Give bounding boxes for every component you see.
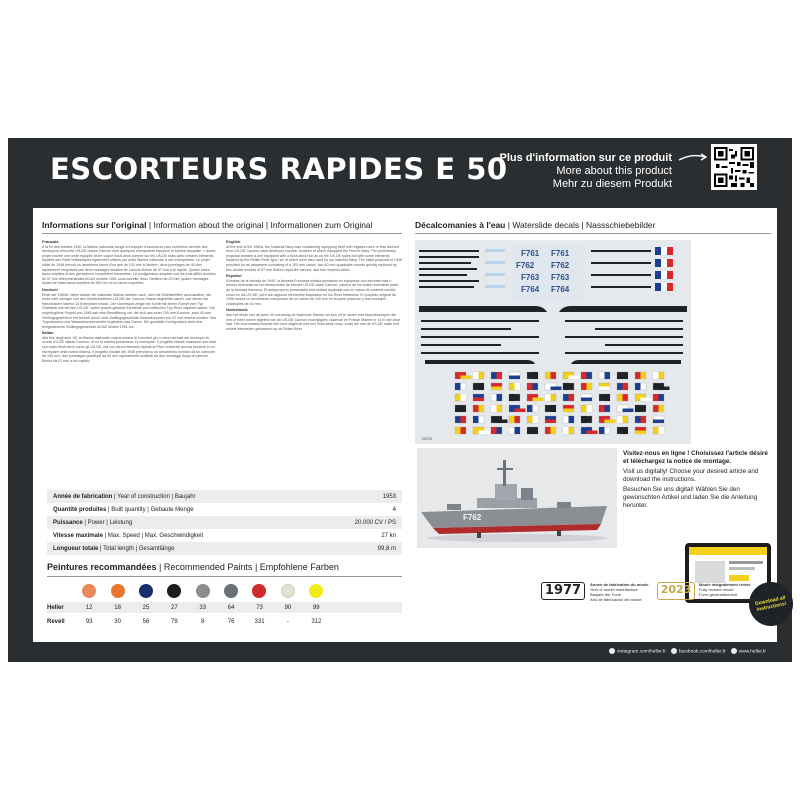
signal-flag xyxy=(653,427,664,434)
signal-flag xyxy=(509,394,520,401)
signal-flag xyxy=(599,372,610,379)
signal-flag xyxy=(455,394,466,401)
signal-flag xyxy=(653,372,664,379)
decal-number: F762 xyxy=(551,261,570,270)
signal-flag xyxy=(473,427,490,434)
signal-flag xyxy=(581,383,592,390)
signal-flag xyxy=(455,372,472,379)
signal-flag xyxy=(599,405,610,412)
paint-swatch xyxy=(281,584,295,598)
more-info-de: Mehr zu diesem Produkt xyxy=(552,178,672,190)
decal-number: F762 xyxy=(516,261,535,270)
signal-flag xyxy=(509,383,520,390)
signal-flag xyxy=(473,394,484,401)
signal-flag xyxy=(581,372,592,379)
visit-fr: Visitez-nous en ligne ! Choisissez l'article désiré et téléchargez la notice de montage. xyxy=(623,450,768,465)
decal-number: F764 xyxy=(521,285,540,294)
more-info-en: More about this product xyxy=(556,165,672,177)
signal-flag xyxy=(563,427,574,434)
decal-number: F763 xyxy=(551,273,570,282)
signal-flag xyxy=(473,405,484,412)
visit-online xyxy=(623,450,773,510)
signal-flag xyxy=(491,405,502,412)
signal-flag xyxy=(509,405,526,412)
signal-flag xyxy=(563,416,574,423)
decal-number: F761 xyxy=(521,249,540,258)
paints-heading: Peintures recommandées | Recommended Paints | Empfohlene Farben xyxy=(47,562,339,572)
signal-flag xyxy=(653,383,670,390)
revell-label: Revell xyxy=(47,618,65,625)
more-info-fr: Plus d'information sur ce produit xyxy=(499,152,672,164)
spec-label: Longueur totale | Total length | Gesamtlänge xyxy=(53,545,175,552)
lang-heading: English xyxy=(226,240,241,244)
hull-number: F762 xyxy=(463,513,482,522)
spec-value: 99,8 m xyxy=(377,545,396,552)
signal-flag xyxy=(527,372,538,379)
text-column-right: English At the end of the 1940s, the National Navy was considering equipping itself with frigates more or less derived from US-DE Cannon class destroyer escorts, fourteen of which equipped the French Navy. The preliminary proposal showed a unit equipped with a flush-deck hull as on the US-DE types but with some elements inspired by the British River type, six of which were also used by our national Navy. The initial proposal of 1948 provided for an armament consisting of a 100 mm canon, two 40 mm quadruple mounts quickly replaced by two double mounts of 57 mm Bofors rapid-fire canons, and four torpedo tubes. Español A finales de la década de 1940, la Armada Francesa estaba pensando en equiparse con escoltas más o menos derivadas de los destructores de escolta US-DE clase Cannon, catorce de los cuales formaban parte de la Armada francesa. El anteproyecto presentaba una unidad equipada con un casco de cubierta corrida como en los US-DE, pero con algunos elementos inspirados en los River británicos. El proyecto original de 1948 incluía un armamento compuesto de un cañón de 100 mm en la parte posterior y dos montajes cuádruples de 40 mm. Nederlands Aan het einde van de jaren 40 overwoog de Nationale Marine om zich uit te rusten met escorteschepen die min of meer waren afgeleid van de US-DE Cannon escortjagers, waarvan de Franse Marine er 14 in zijn vloot had. Het voorontwerp toonde een boot uitgerust met een flush-deck romp, zoals die van de US-DE maar met enkele elementen gebaseerd op de Britse River. xyxy=(226,240,402,331)
signal-flag xyxy=(473,383,484,390)
spec-label: Année de fabrication | Year of construction | Baujahr xyxy=(53,493,196,500)
heller-number: 12 xyxy=(85,604,93,611)
signal-flag xyxy=(563,372,580,379)
heller-number: 90 xyxy=(284,604,292,611)
revell-number: 30 xyxy=(114,618,121,625)
visit-en: Visit us digitally! Choose your desired article and download the instructions. xyxy=(623,468,759,483)
spec-value: 1953 xyxy=(382,493,396,500)
signal-flag xyxy=(599,394,610,401)
revised-year-labels: Moule intégralement révisé Fully revised mould Form generalüberholt Molde completamente revisado xyxy=(699,582,755,602)
signal-flag xyxy=(635,372,646,379)
spec-value: 20.000 CV / PS xyxy=(354,519,396,526)
paint-swatch xyxy=(82,584,96,598)
signal-flag xyxy=(617,383,628,390)
heller-number: 27 xyxy=(171,604,178,611)
download-badge[interactable]: Download all instructions! xyxy=(745,578,797,630)
signal-flag xyxy=(473,372,484,379)
heller-label: Heller xyxy=(47,604,64,611)
revell-number: 331 xyxy=(254,618,265,625)
instruction-sheet xyxy=(8,138,792,662)
paint-swatch xyxy=(167,584,181,598)
heller-number: 18 xyxy=(114,604,121,611)
signal-flag xyxy=(491,383,502,390)
divider xyxy=(42,233,402,234)
spec-value: 4 xyxy=(392,506,396,513)
signal-flag xyxy=(527,416,538,423)
page-title: ESCORTEURS RAPIDES E 50 xyxy=(50,152,508,186)
heller-row xyxy=(47,602,402,613)
revell-number: 93 xyxy=(85,618,93,625)
signal-flag xyxy=(455,405,466,412)
signal-flag xyxy=(545,405,556,412)
decal-sheet xyxy=(415,240,691,444)
signal-flag xyxy=(455,427,466,434)
revised-year-badge: 2023 xyxy=(657,582,695,600)
website-link[interactable]: www.heller.fr xyxy=(731,648,766,654)
signal-flag xyxy=(455,416,466,423)
revell-number: 8 xyxy=(201,618,205,625)
revell-number: 56 xyxy=(142,618,150,625)
signal-flag xyxy=(599,383,610,390)
qr-code-icon xyxy=(714,147,754,187)
arrow-right-icon xyxy=(678,152,708,164)
swatch-row xyxy=(47,580,402,602)
spec-label: Vitesse maximale | Max. Speed | Max. Geschwindigkeit xyxy=(53,532,204,539)
spec-row xyxy=(47,542,402,555)
heller-number: 64 xyxy=(227,604,235,611)
signal-flag xyxy=(581,405,592,412)
signal-flag xyxy=(455,383,466,390)
signal-flag xyxy=(509,427,520,434)
spec-value: 27 kn xyxy=(381,532,396,539)
paint-swatch xyxy=(309,584,323,598)
revell-number: 79 xyxy=(171,618,178,625)
spec-label: Quantité produites | Built quantity | Gebaute Menge xyxy=(53,506,194,513)
mould-year-badge: 1977 xyxy=(541,582,585,600)
ship-model-image xyxy=(417,448,617,548)
signal-flag xyxy=(617,416,628,423)
revell-number: 312 xyxy=(311,618,322,625)
paint-swatch xyxy=(111,584,125,598)
revell-number: - xyxy=(286,618,289,625)
signal-flag xyxy=(653,405,664,412)
signal-flag xyxy=(599,427,610,434)
signal-flag xyxy=(545,427,556,434)
info-heading: Informations sur l'original | Information about the original | Informationen zum Original xyxy=(42,220,373,230)
signal-flag xyxy=(581,427,598,434)
paint-swatch xyxy=(139,584,153,598)
paint-swatches xyxy=(47,580,402,627)
signal-flag xyxy=(527,394,544,401)
signal-flag xyxy=(617,427,628,434)
signal-flag xyxy=(599,416,616,423)
paint-swatch xyxy=(196,584,210,598)
revell-row xyxy=(47,616,402,627)
signal-flag xyxy=(527,427,538,434)
signal-flag xyxy=(563,383,574,390)
signal-flag xyxy=(545,372,556,379)
signal-flag xyxy=(491,416,508,423)
signal-flag xyxy=(635,383,646,390)
lang-heading: Nederlands xyxy=(226,307,248,313)
decal-number: F764 xyxy=(551,285,570,294)
visit-de: Besuchen Sie uns digital! Wählen Sie den gewünschten Artikel und laden Sie die Anleitung herunter. xyxy=(623,486,758,509)
decal-number: F761 xyxy=(551,249,570,258)
qr-code[interactable] xyxy=(711,144,757,190)
paint-swatch xyxy=(224,584,238,598)
lang-heading: Español xyxy=(226,273,242,279)
signal-flag xyxy=(491,394,502,401)
signal-flag xyxy=(581,394,592,401)
instagram-icon xyxy=(609,648,615,654)
signal-flag xyxy=(491,372,502,379)
signal-flag xyxy=(545,394,556,401)
signal-flag xyxy=(653,416,664,423)
facebook-link[interactable]: facebook.com/heller.fr xyxy=(671,648,726,654)
spec-row xyxy=(47,503,402,516)
divider xyxy=(47,576,402,577)
sheet-code: 78233 xyxy=(421,436,433,441)
lang-heading: Deutsch xyxy=(42,286,58,292)
social-links xyxy=(609,648,766,654)
signal-flag xyxy=(563,405,574,412)
decal-artwork xyxy=(415,240,691,444)
content-panel xyxy=(33,208,788,642)
signal-flag xyxy=(635,394,652,401)
decal-number: F763 xyxy=(521,273,540,282)
heller-number: 33 xyxy=(199,604,207,611)
decals-heading: Décalcomanies à l'eau | Waterslide decals | Nassschiebebilder xyxy=(415,220,656,230)
signal-flag xyxy=(509,372,520,379)
signal-flag xyxy=(617,372,628,379)
signal-flag xyxy=(545,383,562,390)
lang-heading: Italian xyxy=(42,330,54,336)
signal-flag xyxy=(527,405,538,412)
divider xyxy=(415,233,771,234)
ship-photo xyxy=(417,448,617,548)
signal-flag xyxy=(527,383,538,390)
footer xyxy=(8,644,792,662)
signal-flag xyxy=(545,416,556,423)
signal-flag xyxy=(617,394,628,401)
signal-flag xyxy=(635,405,646,412)
globe-icon xyxy=(731,648,737,654)
spec-row xyxy=(47,516,402,529)
signal-flag xyxy=(473,416,484,423)
heller-number: 99 xyxy=(312,604,320,611)
heller-number: 73 xyxy=(256,604,263,611)
spec-row xyxy=(47,529,402,542)
heller-number: 25 xyxy=(142,604,150,611)
signal-flag xyxy=(581,416,592,423)
spec-label: Puissance | Power | Leistung xyxy=(53,519,133,526)
more-info-text xyxy=(499,152,672,190)
text-column-left: Français A la fin des années 1940, la Marine nationale songe à s'équiper d'escorteurs plus nombreux dérivés des destroyers d'escorte US-DE classe Cannon dont quelques exemplaires équipent la Marine française. L'avant-projet montre une unité équipée d'une coque flush-deck comme sur les US-DE mais avec certains éléments inspirés des River britanniques également utilisés par notre Marine nationale à ces exemplaires. Le projet initial de 1948 prévoit un armement formé d'un axe de 100 mm à l'arrière, deux jumelages de 40 mm rapidement remplacés par deux montages doubles de canons Bofors de 57 mm à tir rapide. Quatre tubes lance-torpilles et des grenadeurs complètent l'ensemble. La configuration adoptée voit les trois affûts doubles de 57 mm télécommandés ACAD modèle 1951 sous tourelle, deux Oerlikon de 20 mm, quatre montages triples de tubes lance-torpilles de 550 mm et un lance-roquettes. Deutsch Ende der 1940er Jahre dachte die nationale Marine darüber nach, sich mit Geleitschiffen auszustatten, die mehr oder weniger von den Geleitzerstörern US-DE der Cannon-Klasse abgeleitet waren, von denen die französische Marine 14 Exemplare besaß. Der Vorentwurf zeigte ein Schiff mit einem Rumpf vom Typ Glattdeck wie bei den US-DE, wobei jedoch gewisse Elemente vom britischen Typ River inspiriert waren. Die ursprüngliche Projekt von 1948 sah eine Bewaffnung vor, die sich aus einer 100-mm-Kanone, zwei 40-mm-Vierlingsgeschütze mit schnell durch zwei Zwillingsgeschütze Boforskanonen von 57 mm ersetzt wurden. Vier Torpedorohre und Wasserbombenwerfer ergänzten das Ganze. Die gewählte Konfiguration sieht drei ferngesteuerte Zwillingsgeschütze ACAD Modell 1951 vor. Italian Alla fine degli anni '40, la Marina nazionale voleva dotarsi di escortori più o meno derivati dai destroyer di scorta US-DE classe Cannon, di cui la marina possedeva 14 esemplari. Il progetto iniziale mostrava una nave con scafo flush-deck come gli US-DE, ma con alcuni elementi ispirati ai River britannici ancora presenti in un esemplare nella nostra Marina. Il progetto iniziale del 1948 prevedeva un armamento formato da un cannone da 100 mm, due jumelages quadrupli da 40 mm rapidamente sostituiti da due montaggi doppi di cannoni Bofors da 57 mm a tiro rapido. xyxy=(42,240,217,363)
paint-swatch xyxy=(252,584,266,598)
signal-flag xyxy=(617,405,634,412)
signal-flag xyxy=(635,427,646,434)
spec-row xyxy=(47,490,402,503)
revell-number: 76 xyxy=(227,618,235,625)
header xyxy=(8,138,792,208)
signal-flag xyxy=(563,394,574,401)
signal-flag xyxy=(491,427,502,434)
mould-year-labels: Année de fabrication du moule Year of mould manufacture Baujahr der Form Año de fabricación del molde xyxy=(590,582,649,602)
signal-flag xyxy=(635,416,646,423)
signal-flag xyxy=(653,394,664,401)
signal-flag xyxy=(509,416,520,423)
instagram-link[interactable]: instagram.com/heller.fr xyxy=(609,648,666,654)
lang-heading: Français xyxy=(42,240,59,244)
specs-table xyxy=(47,490,402,555)
facebook-icon xyxy=(671,648,677,654)
